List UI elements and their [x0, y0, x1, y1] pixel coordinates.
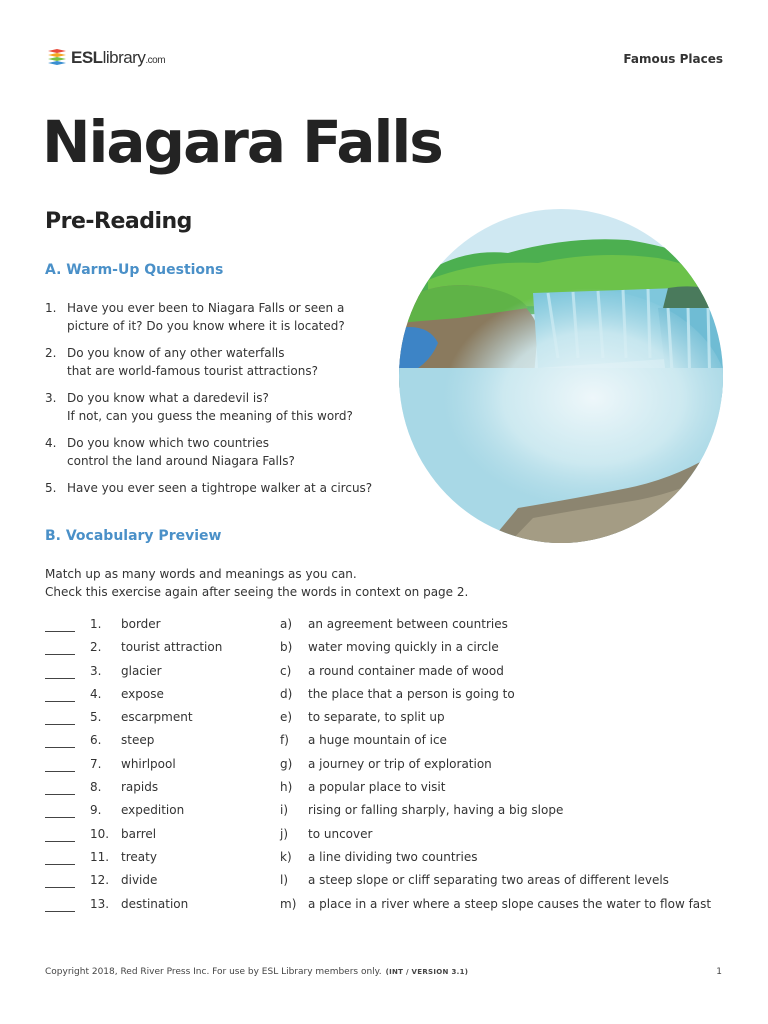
question-number: 2. [45, 346, 57, 360]
vocab-row [45, 708, 735, 731]
vocab-row [45, 848, 735, 871]
copyright-text: Copyright 2018, Red River Press Inc. For use by ESL Library members only. [45, 967, 382, 977]
meaning-letter: l) [280, 873, 289, 888]
vocab-meaning: a round container made of wood [308, 663, 504, 678]
warmup-question-list [45, 299, 395, 506]
vocab-row [45, 825, 735, 848]
vocab-row [45, 895, 735, 918]
vocab-number: 3. [90, 663, 102, 678]
answer-blank[interactable] [45, 887, 75, 888]
page-title: Niagara Falls [42, 108, 442, 176]
answer-blank[interactable] [45, 771, 75, 772]
vocab-meaning: water moving quickly in a circle [308, 640, 499, 655]
meaning-letter: i) [280, 803, 289, 818]
vocab-meaning: rising or falling sharply, having a big slope [308, 803, 564, 818]
instruction-line: Check this exercise again after seeing the words in context on page 2. [45, 585, 469, 599]
vocab-number: 8. [90, 780, 102, 795]
meaning-letter: f) [280, 733, 289, 748]
meaning-letter: h) [280, 780, 293, 795]
vocab-row [45, 801, 735, 824]
vocab-meaning: to separate, to split up [308, 710, 445, 725]
answer-blank[interactable] [45, 678, 75, 679]
version-label: (INT / VERSION 3.1) [385, 968, 469, 976]
section-title: Pre-Reading [45, 209, 192, 234]
vocab-row [45, 871, 735, 894]
vocab-row [45, 615, 735, 638]
vocab-row [45, 638, 735, 661]
answer-blank[interactable] [45, 701, 75, 702]
meaning-letter: g) [280, 756, 293, 771]
meaning-letter: k) [280, 849, 292, 864]
question-item [45, 344, 395, 380]
vocab-meaning: an agreement between countries [308, 617, 508, 631]
logo-text: ESLlibrary.com [71, 48, 166, 67]
meaning-letter: b) [280, 640, 293, 655]
vocab-meaning: a popular place to visit [308, 780, 446, 795]
vocab-number: 10. [90, 826, 110, 841]
vocab-number: 13. [90, 896, 110, 911]
vocabulary-matching-table [45, 615, 735, 918]
vocab-word: barrel [121, 826, 157, 841]
vocab-row [45, 755, 735, 778]
vocab-number: 4. [90, 686, 102, 701]
esl-library-logo [46, 46, 165, 70]
vocab-number: 11. [90, 849, 110, 864]
vocab-word: steep [121, 733, 155, 748]
question-item [45, 299, 395, 335]
question-item [45, 479, 395, 497]
vocab-meaning: a huge mountain of ice [308, 733, 447, 748]
meaning-letter: c) [280, 663, 292, 678]
question-number: 4. [45, 436, 57, 450]
meaning-letter: j) [280, 826, 289, 841]
vocab-number: 5. [90, 710, 102, 725]
vocab-word: divide [121, 873, 158, 888]
vocab-row [45, 662, 735, 685]
instruction-line: Match up as many words and meanings as you can. [45, 567, 357, 581]
vocab-word: treaty [121, 849, 157, 864]
vocab-meaning: a journey or trip of exploration [308, 756, 492, 771]
vocab-word: destination [121, 896, 189, 911]
vocab-word: whirlpool [121, 756, 176, 771]
question-item [45, 434, 395, 470]
book-stack-logo-icon [46, 47, 68, 69]
answer-blank[interactable] [45, 841, 75, 842]
meaning-letter: m) [280, 896, 297, 911]
vocab-meaning: the place that a person is going to [308, 686, 515, 701]
answer-blank[interactable] [45, 654, 75, 655]
warmup-heading: A. Warm-Up Questions [45, 262, 224, 278]
meaning-letter: d) [280, 686, 293, 701]
vocab-word: tourist attraction [121, 640, 223, 655]
vocab-word: expedition [121, 803, 185, 818]
meaning-letter: e) [280, 710, 293, 725]
question-text: Have you ever seen a tightrope walker at a circus? [67, 481, 373, 495]
question-text: Do you know which two countries control the land around Niagara Falls? [67, 436, 295, 468]
question-number: 5. [45, 481, 57, 495]
vocab-number: 9. [90, 803, 102, 818]
vocab-word: expose [121, 686, 164, 701]
copyright-footer [45, 967, 468, 977]
vocab-word: border [121, 617, 161, 631]
answer-blank[interactable] [45, 794, 75, 795]
vocab-word: rapids [121, 780, 159, 795]
question-text: Do you know of any other waterfalls that are world-famous tourist attractions? [67, 346, 319, 378]
meaning-letter: a) [280, 617, 293, 631]
vocab-meaning: a steep slope or cliff separating two areas of different levels [308, 873, 669, 888]
vocab-row [45, 778, 735, 801]
answer-blank[interactable] [45, 724, 75, 725]
question-text: Have you ever been to Niagara Falls or seen a picture of it? Do you know where it is located? [67, 301, 345, 333]
vocab-word: glacier [121, 663, 162, 678]
vocab-meaning: a line dividing two countries [308, 849, 478, 864]
vocab-meaning: to uncover [308, 826, 373, 841]
question-number: 1. [45, 301, 57, 315]
vocab-word: escarpment [121, 710, 193, 725]
question-text: Do you know what a daredevil is? If not, can you guess the meaning of this word? [67, 391, 353, 423]
vocab-number: 6. [90, 733, 102, 748]
vocab-number: 1. [90, 617, 102, 631]
answer-blank[interactable] [45, 747, 75, 748]
page-number: 1 [716, 967, 722, 977]
niagara-falls-illustration [398, 208, 724, 544]
category-label: Famous Places [623, 52, 723, 66]
vocabulary-instructions [45, 565, 468, 601]
vocabulary-heading: B. Vocabulary Preview [45, 528, 222, 544]
vocab-number: 2. [90, 640, 102, 655]
answer-blank[interactable] [45, 911, 75, 912]
vocab-meaning: a place in a river where a steep slope causes the water to flow fast [308, 896, 712, 911]
answer-blank[interactable] [45, 631, 75, 632]
answer-blank[interactable] [45, 864, 75, 865]
vocab-number: 12. [90, 873, 110, 888]
vocab-row [45, 731, 735, 754]
answer-blank[interactable] [45, 817, 75, 818]
question-number: 3. [45, 391, 57, 405]
vocab-number: 7. [90, 756, 102, 771]
vocab-row [45, 685, 735, 708]
question-item [45, 389, 395, 425]
